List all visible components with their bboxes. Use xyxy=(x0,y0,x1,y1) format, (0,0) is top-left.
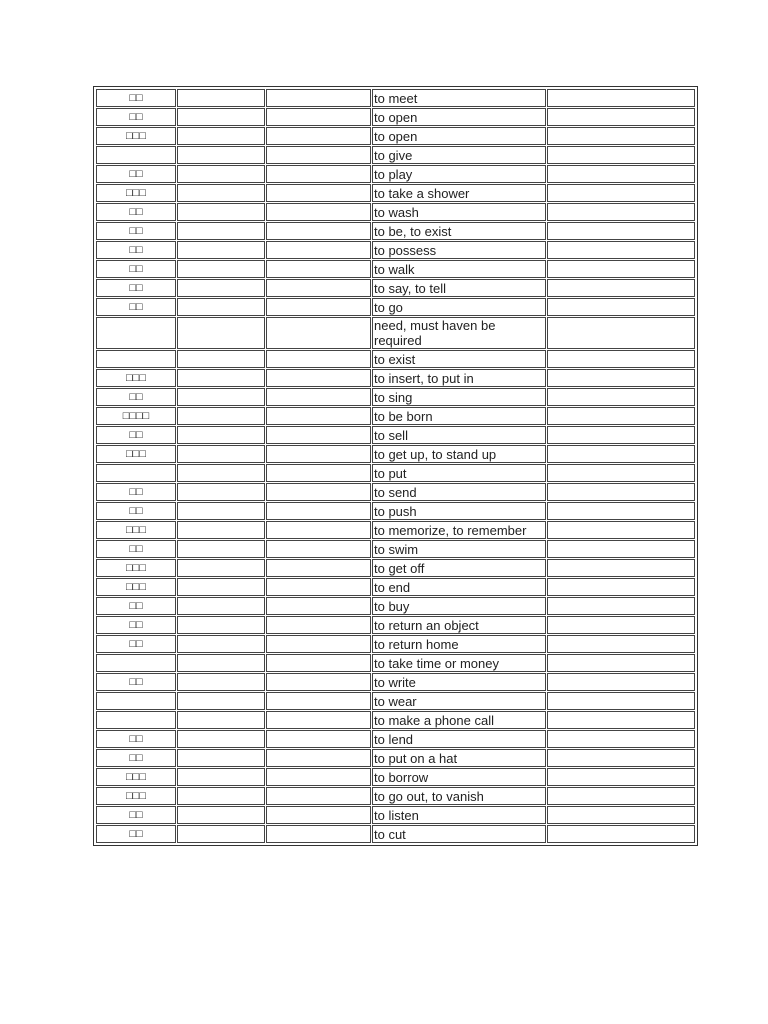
korean-word-cell xyxy=(96,692,176,710)
vocabulary-grid xyxy=(95,88,696,844)
blank-cell xyxy=(177,165,265,183)
blank-cell xyxy=(177,279,265,297)
english-meaning-cell: to get up, to stand up xyxy=(372,445,546,463)
korean-word-cell: □□ xyxy=(96,806,176,824)
blank-cell xyxy=(547,388,695,406)
blank-cell xyxy=(266,749,371,767)
korean-word-cell: □□□ xyxy=(96,768,176,786)
english-meaning-cell: to exist xyxy=(372,350,546,368)
korean-word-cell: □□ xyxy=(96,749,176,767)
table-row xyxy=(96,260,695,278)
blank-cell xyxy=(266,521,371,539)
korean-word-cell: □□ xyxy=(96,279,176,297)
blank-cell xyxy=(177,749,265,767)
blank-cell xyxy=(266,426,371,444)
blank-cell xyxy=(177,426,265,444)
korean-word-cell: □□□ xyxy=(96,559,176,577)
table-row xyxy=(96,279,695,297)
blank-cell xyxy=(547,825,695,843)
table-row xyxy=(96,464,695,482)
blank-cell xyxy=(266,711,371,729)
english-meaning-cell: to lend xyxy=(372,730,546,748)
blank-cell xyxy=(547,464,695,482)
english-meaning-cell: to get off xyxy=(372,559,546,577)
blank-cell xyxy=(177,350,265,368)
english-meaning-cell: to go out, to vanish xyxy=(372,787,546,805)
korean-word-cell: □□ xyxy=(96,298,176,316)
blank-cell xyxy=(547,241,695,259)
blank-cell xyxy=(177,369,265,387)
blank-cell xyxy=(547,692,695,710)
blank-cell xyxy=(266,222,371,240)
blank-cell xyxy=(547,654,695,672)
english-meaning-cell: to open xyxy=(372,127,546,145)
blank-cell xyxy=(266,146,371,164)
blank-cell xyxy=(266,768,371,786)
english-meaning-cell: to put on a hat xyxy=(372,749,546,767)
blank-cell xyxy=(547,578,695,596)
table-row xyxy=(96,426,695,444)
table-row xyxy=(96,502,695,520)
korean-word-cell xyxy=(96,464,176,482)
korean-word-cell: □□ xyxy=(96,388,176,406)
blank-cell xyxy=(266,502,371,520)
blank-cell xyxy=(177,241,265,259)
blank-cell xyxy=(177,825,265,843)
blank-cell xyxy=(177,559,265,577)
blank-cell xyxy=(177,464,265,482)
korean-word-cell: □□□ xyxy=(96,369,176,387)
blank-cell xyxy=(266,279,371,297)
blank-cell xyxy=(547,108,695,126)
blank-cell xyxy=(547,317,695,349)
english-meaning-cell: to listen xyxy=(372,806,546,824)
blank-cell xyxy=(547,426,695,444)
english-meaning-cell: to open xyxy=(372,108,546,126)
english-meaning-cell: to make a phone call xyxy=(372,711,546,729)
korean-word-cell xyxy=(96,654,176,672)
korean-word-cell: □□ xyxy=(96,635,176,653)
blank-cell xyxy=(266,730,371,748)
english-meaning-cell: to swim xyxy=(372,540,546,558)
english-meaning-cell: to play xyxy=(372,165,546,183)
table-row xyxy=(96,578,695,596)
blank-cell xyxy=(266,350,371,368)
table-row xyxy=(96,108,695,126)
blank-cell xyxy=(266,673,371,691)
blank-cell xyxy=(266,388,371,406)
korean-word-cell xyxy=(96,146,176,164)
korean-word-cell: □□ xyxy=(96,730,176,748)
blank-cell xyxy=(266,559,371,577)
english-meaning-cell: to cut xyxy=(372,825,546,843)
blank-cell xyxy=(177,89,265,107)
blank-cell xyxy=(177,521,265,539)
table-row xyxy=(96,521,695,539)
blank-cell xyxy=(266,260,371,278)
blank-cell xyxy=(266,483,371,501)
blank-cell xyxy=(547,540,695,558)
english-meaning-cell: to take a shower xyxy=(372,184,546,202)
korean-word-cell: □□ xyxy=(96,426,176,444)
korean-word-cell: □□ xyxy=(96,673,176,691)
blank-cell xyxy=(266,692,371,710)
blank-cell xyxy=(266,108,371,126)
blank-cell xyxy=(547,673,695,691)
english-meaning-cell: to wear xyxy=(372,692,546,710)
blank-cell xyxy=(547,445,695,463)
table-row xyxy=(96,730,695,748)
english-meaning-cell: need, must haven be required xyxy=(372,317,546,349)
korean-word-cell xyxy=(96,711,176,729)
blank-cell xyxy=(266,825,371,843)
table-row xyxy=(96,317,695,349)
blank-cell xyxy=(177,298,265,316)
table-row xyxy=(96,146,695,164)
blank-cell xyxy=(177,616,265,634)
blank-cell xyxy=(266,806,371,824)
english-meaning-cell: to insert, to put in xyxy=(372,369,546,387)
english-meaning-cell: to memorize, to remember xyxy=(372,521,546,539)
english-meaning-cell: to push xyxy=(372,502,546,520)
blank-cell xyxy=(547,146,695,164)
table-row xyxy=(96,222,695,240)
table-row xyxy=(96,711,695,729)
table-row xyxy=(96,127,695,145)
table-row xyxy=(96,241,695,259)
english-meaning-cell: to return home xyxy=(372,635,546,653)
blank-cell xyxy=(547,730,695,748)
blank-cell xyxy=(547,749,695,767)
table-row xyxy=(96,616,695,634)
korean-word-cell: □□ xyxy=(96,203,176,221)
table-row xyxy=(96,540,695,558)
korean-word-cell xyxy=(96,317,176,349)
blank-cell xyxy=(547,597,695,615)
korean-word-cell: □□ xyxy=(96,483,176,501)
blank-cell xyxy=(266,540,371,558)
blank-cell xyxy=(177,483,265,501)
blank-cell xyxy=(266,369,371,387)
english-meaning-cell: to buy xyxy=(372,597,546,615)
blank-cell xyxy=(547,768,695,786)
korean-word-cell: □□ xyxy=(96,165,176,183)
blank-cell xyxy=(177,787,265,805)
table-row xyxy=(96,597,695,615)
blank-cell xyxy=(177,108,265,126)
korean-word-cell: □□□ xyxy=(96,127,176,145)
blank-cell xyxy=(547,203,695,221)
table-row xyxy=(96,445,695,463)
english-meaning-cell: to say, to tell xyxy=(372,279,546,297)
english-meaning-cell: to be born xyxy=(372,407,546,425)
english-meaning-cell: to put xyxy=(372,464,546,482)
blank-cell xyxy=(177,768,265,786)
korean-word-cell: □□ xyxy=(96,825,176,843)
blank-cell xyxy=(177,146,265,164)
table-row xyxy=(96,749,695,767)
blank-cell xyxy=(177,578,265,596)
blank-cell xyxy=(177,730,265,748)
blank-cell xyxy=(177,203,265,221)
blank-cell xyxy=(266,165,371,183)
blank-cell xyxy=(547,483,695,501)
blank-cell xyxy=(547,298,695,316)
blank-cell xyxy=(266,578,371,596)
blank-cell xyxy=(177,711,265,729)
blank-cell xyxy=(547,806,695,824)
blank-cell xyxy=(266,298,371,316)
table-body xyxy=(96,89,695,843)
table-row xyxy=(96,165,695,183)
korean-word-cell: □□□□ xyxy=(96,407,176,425)
table-row xyxy=(96,692,695,710)
korean-word-cell: □□ xyxy=(96,108,176,126)
blank-cell xyxy=(266,203,371,221)
table-row xyxy=(96,559,695,577)
blank-cell xyxy=(177,222,265,240)
blank-cell xyxy=(266,464,371,482)
blank-cell xyxy=(177,445,265,463)
blank-cell xyxy=(266,241,371,259)
korean-word-cell: □□ xyxy=(96,89,176,107)
blank-cell xyxy=(177,317,265,349)
korean-word-cell: □□ xyxy=(96,540,176,558)
blank-cell xyxy=(547,369,695,387)
blank-cell xyxy=(177,127,265,145)
blank-cell xyxy=(547,787,695,805)
blank-cell xyxy=(547,89,695,107)
english-meaning-cell: to sell xyxy=(372,426,546,444)
blank-cell xyxy=(266,184,371,202)
blank-cell xyxy=(266,89,371,107)
blank-cell xyxy=(547,222,695,240)
table-row xyxy=(96,635,695,653)
blank-cell xyxy=(547,184,695,202)
blank-cell xyxy=(177,388,265,406)
blank-cell xyxy=(266,127,371,145)
blank-cell xyxy=(547,559,695,577)
english-meaning-cell: to wash xyxy=(372,203,546,221)
english-meaning-cell: to return an object xyxy=(372,616,546,634)
korean-word-cell: □□ xyxy=(96,222,176,240)
korean-word-cell: □□□ xyxy=(96,787,176,805)
table-row xyxy=(96,825,695,843)
vocabulary-table xyxy=(93,86,698,846)
table-row xyxy=(96,203,695,221)
table-row xyxy=(96,654,695,672)
blank-cell xyxy=(177,673,265,691)
blank-cell xyxy=(266,407,371,425)
korean-word-cell: □□□ xyxy=(96,521,176,539)
table-row xyxy=(96,89,695,107)
blank-cell xyxy=(547,635,695,653)
blank-cell xyxy=(547,260,695,278)
table-row xyxy=(96,483,695,501)
korean-word-cell: □□□ xyxy=(96,184,176,202)
blank-cell xyxy=(177,502,265,520)
blank-cell xyxy=(266,787,371,805)
english-meaning-cell: to give xyxy=(372,146,546,164)
blank-cell xyxy=(266,654,371,672)
blank-cell xyxy=(177,692,265,710)
blank-cell xyxy=(266,597,371,615)
table-row xyxy=(96,350,695,368)
blank-cell xyxy=(547,711,695,729)
blank-cell xyxy=(177,806,265,824)
blank-cell xyxy=(177,540,265,558)
blank-cell xyxy=(177,260,265,278)
korean-word-cell: □□ xyxy=(96,241,176,259)
table-row xyxy=(96,184,695,202)
english-meaning-cell: to take time or money xyxy=(372,654,546,672)
english-meaning-cell: to walk xyxy=(372,260,546,278)
blank-cell xyxy=(177,597,265,615)
korean-word-cell: □□ xyxy=(96,597,176,615)
korean-word-cell xyxy=(96,350,176,368)
english-meaning-cell: to possess xyxy=(372,241,546,259)
blank-cell xyxy=(547,407,695,425)
korean-word-cell: □□□ xyxy=(96,578,176,596)
korean-word-cell: □□□ xyxy=(96,445,176,463)
blank-cell xyxy=(266,616,371,634)
blank-cell xyxy=(177,654,265,672)
blank-cell xyxy=(547,127,695,145)
blank-cell xyxy=(177,635,265,653)
table-row xyxy=(96,787,695,805)
table-row xyxy=(96,407,695,425)
blank-cell xyxy=(547,521,695,539)
table-row xyxy=(96,369,695,387)
blank-cell xyxy=(266,317,371,349)
table-row xyxy=(96,768,695,786)
english-meaning-cell: to send xyxy=(372,483,546,501)
table-row xyxy=(96,298,695,316)
english-meaning-cell: to borrow xyxy=(372,768,546,786)
english-meaning-cell: to end xyxy=(372,578,546,596)
korean-word-cell: □□ xyxy=(96,502,176,520)
table-row xyxy=(96,806,695,824)
blank-cell xyxy=(266,635,371,653)
english-meaning-cell: to meet xyxy=(372,89,546,107)
table-row xyxy=(96,388,695,406)
blank-cell xyxy=(547,502,695,520)
english-meaning-cell: to write xyxy=(372,673,546,691)
blank-cell xyxy=(177,184,265,202)
blank-cell xyxy=(547,279,695,297)
blank-cell xyxy=(547,165,695,183)
english-meaning-cell: to be, to exist xyxy=(372,222,546,240)
blank-cell xyxy=(547,350,695,368)
table-row xyxy=(96,673,695,691)
korean-word-cell: □□ xyxy=(96,616,176,634)
korean-word-cell: □□ xyxy=(96,260,176,278)
blank-cell xyxy=(266,445,371,463)
english-meaning-cell: to go xyxy=(372,298,546,316)
blank-cell xyxy=(547,616,695,634)
english-meaning-cell: to sing xyxy=(372,388,546,406)
blank-cell xyxy=(177,407,265,425)
